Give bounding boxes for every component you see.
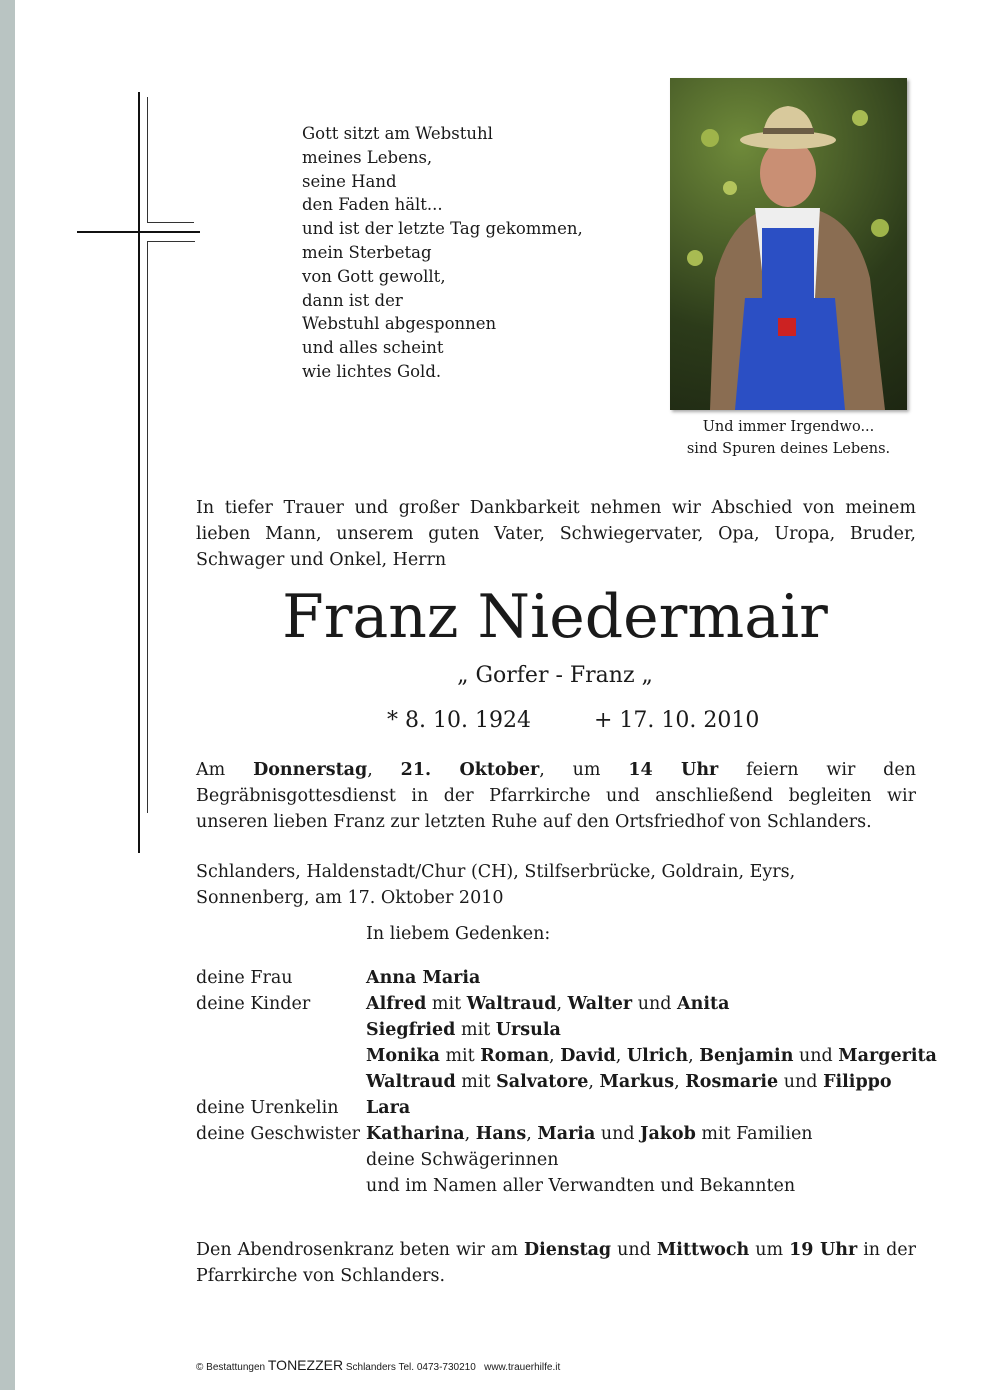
person-name: Lara (366, 1098, 411, 1118)
portrait-photo (670, 78, 907, 410)
person-name: Maria (537, 1124, 596, 1144)
relation-names (366, 1043, 937, 1069)
connector: und (778, 1072, 824, 1092)
connector: und im Namen aller Verwandten und Bekannten (366, 1176, 796, 1196)
emphasis: Donnerstag (253, 760, 368, 780)
footer-company: TONEZZER (267, 1357, 344, 1373)
relation-names (366, 991, 729, 1017)
connector: mit (455, 1020, 496, 1040)
relation-names (366, 1017, 561, 1043)
text: und (611, 1240, 657, 1260)
relation-names (366, 1069, 892, 1095)
footer-contact: Schlanders Tel. 0473-730210 www.trauerhilfe.it (343, 1362, 561, 1373)
connector: , (588, 1072, 600, 1092)
text: um (749, 1240, 790, 1260)
person-name: Hans (475, 1124, 527, 1144)
relation-names (366, 1095, 410, 1121)
person-name: Waltraud (366, 1072, 456, 1092)
poem-line: Gott sitzt am Webstuhl (302, 124, 493, 143)
relation-label: deine Kinder (196, 994, 311, 1014)
emphasis: Dienstag (523, 1240, 612, 1260)
connector: mit (439, 1046, 481, 1066)
connector: , (688, 1046, 700, 1066)
person-name: Walter (567, 994, 633, 1014)
person-name: Filippo (823, 1072, 892, 1092)
person-name: Roman (480, 1046, 550, 1066)
person-name: Katharina (366, 1124, 465, 1144)
footer (196, 1357, 560, 1373)
poem-line: wie lichtes Gold. (302, 361, 442, 381)
poem-line: und alles scheint (302, 338, 444, 358)
person-name: Monika (366, 1046, 440, 1066)
footer-prefix: © Bestattungen (196, 1362, 268, 1373)
relation-names (366, 1173, 795, 1199)
poem (302, 122, 583, 384)
connector: deine Schwägerinnen (366, 1150, 559, 1170)
emphasis: 21. Oktober (400, 760, 540, 780)
caption-line: sind Spuren deines Lebens. (686, 441, 891, 457)
relation-label: deine Urenkelin (196, 1098, 339, 1118)
poem-line: mein Sterbetag (302, 242, 432, 262)
funeral-text (196, 757, 916, 835)
connector: , (556, 994, 568, 1014)
poem-line: seine Hand (302, 171, 397, 191)
connector: , (549, 1046, 561, 1066)
emphasis: Mittwoch (656, 1240, 750, 1260)
person-name: Siegfried (366, 1020, 456, 1040)
deceased-name: Franz Niedermair (282, 582, 828, 652)
person-name: Benjamin (699, 1046, 794, 1066)
text: Den Abendrosenkranz beten wir am (196, 1240, 524, 1260)
connector: und (632, 994, 678, 1014)
connector: und (595, 1124, 641, 1144)
emphasis: 19 Uhr (789, 1240, 858, 1260)
poem-line: den Faden hält... (302, 195, 443, 215)
connector: mit (455, 1072, 497, 1092)
person-name: Jakob (640, 1124, 696, 1144)
text: feiern wir den Begräbnisgottesdienst in der Pfarrkirche und anschließend begleiten wir unseren lieben Franz zur letzten Ruhe auf den Ortsfriedhof von Schlanders. (196, 760, 916, 832)
emphasis: 14 Uhr (628, 760, 719, 780)
poem-line: und ist der letzte Tag gekommen, (302, 219, 583, 239)
person-name: Waltraud (466, 994, 557, 1014)
person-name: Anna Maria (366, 968, 481, 988)
connector: , (464, 1124, 476, 1144)
relation-label: deine Geschwister (196, 1124, 361, 1144)
places-text: Schlanders, Haldenstadt/Chur (CH), Stilfserbrücke, Goldrain, Eyrs, Sonnenberg, am 17. Oktober 2010 (196, 862, 796, 908)
person-name: Ulrich (626, 1046, 689, 1066)
connector: , (615, 1046, 627, 1066)
poem-line: Webstuhl abgesponnen (302, 314, 497, 334)
person-name: Anita (677, 994, 730, 1014)
text: , (367, 760, 401, 780)
person-name: Alfred (366, 994, 427, 1014)
side-stripe (0, 0, 15, 1390)
nickname: „ Gorfer - Franz „ (457, 663, 653, 688)
connector: , (526, 1124, 538, 1144)
death-date: + 17. 10. 2010 (594, 708, 760, 733)
poem-line: von Gott gewollt, (302, 266, 446, 286)
person-name: Margerita (838, 1046, 937, 1066)
intro-text: In tiefer Trauer und großer Dankbarkeit nehmen wir Abschied von meinem lieben Mann, unserem guten Vater, Schwiegervater, Opa, Uropa, Bruder, Schwager und Onkel, Herrn (196, 498, 916, 570)
person-name: Salvatore (496, 1072, 589, 1092)
caption-line: Und immer Irgendwo... (702, 419, 875, 435)
relation-names (366, 1147, 559, 1173)
text: , um (539, 760, 629, 780)
rosary-text (196, 1237, 916, 1289)
person-name: Markus (599, 1072, 675, 1092)
memory-heading: In liebem Gedenken: (366, 924, 551, 944)
relation-names (366, 965, 480, 991)
connector: mit Familien (695, 1124, 813, 1144)
text: in der Pfarrkirche von Schlanders. (196, 1240, 917, 1286)
relation-label: deine Frau (196, 968, 293, 988)
person-name: Rosmarie (685, 1072, 779, 1092)
poem-line: meines Lebens, (302, 147, 433, 167)
person-name: David (560, 1046, 616, 1066)
connector: mit (426, 994, 467, 1014)
photo-caption (670, 416, 907, 460)
connector: , (674, 1072, 686, 1092)
poem-line: dann ist der (302, 290, 403, 310)
birth-date: * 8. 10. 1924 (387, 708, 531, 733)
text: Am (196, 760, 254, 780)
relation-names (366, 1121, 813, 1147)
person-name: Ursula (495, 1020, 561, 1040)
connector: und (793, 1046, 839, 1066)
